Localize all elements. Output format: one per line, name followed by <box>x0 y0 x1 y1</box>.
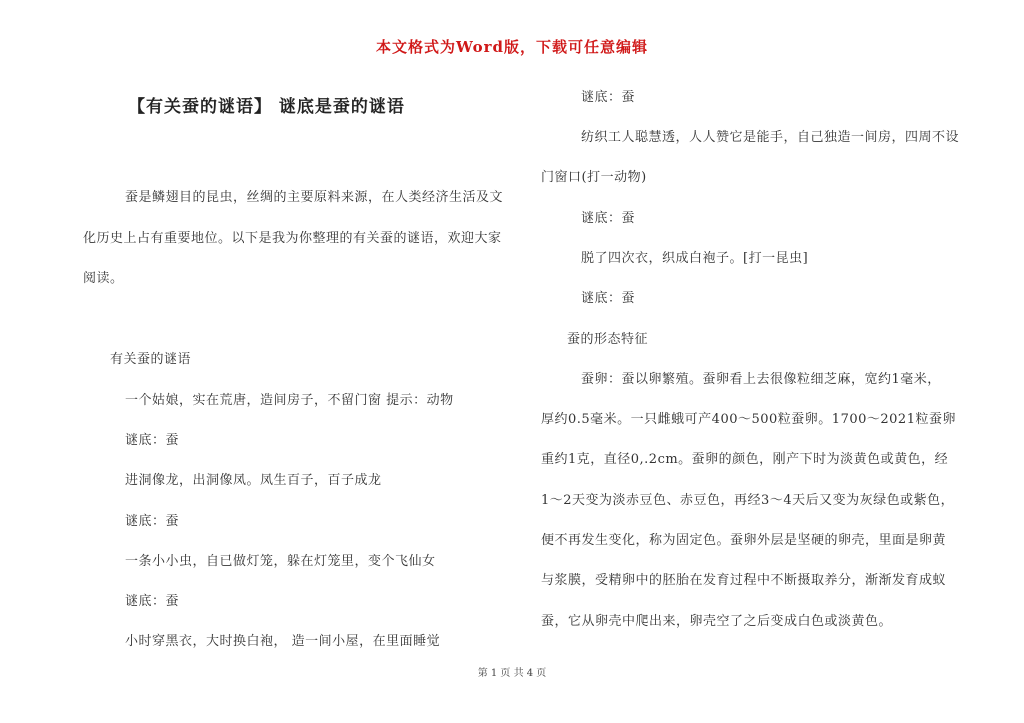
word-format-banner: 本文格式为Word版，下载可任意编辑 <box>375 38 649 56</box>
page-number: 第 1 页 共 4 页 <box>477 668 547 679</box>
morphology-line: 1～2天变为淡赤豆色、赤豆色，再经3～4天后又变为灰绿色或紫色， <box>541 493 955 508</box>
riddle-line: 进洞像龙，出洞像凤。凤生百子，百子成龙 <box>125 473 382 488</box>
intro-line-2: 化历史上占有重要地位。以下是我为你整理的有关蚕的谜语，欢迎大家 <box>83 231 502 246</box>
riddle-answer: 谜底：蚕 <box>581 90 636 105</box>
document-title: 【有关蚕的谜语】 谜底是蚕的谜语 <box>128 97 405 117</box>
morphology-line: 蚕，它从卵壳中爬出来，卵壳空了之后变成白色或淡黄色。 <box>541 614 893 629</box>
riddle-line: 一个姑娘，实在荒唐，造间房子，不留门窗 提示：动物 <box>125 393 454 408</box>
intro-line-1: 蚕是鳞翅目的昆虫，丝绸的主要原料来源，在人类经济生活及文 <box>125 190 504 205</box>
morphology-line: 便不再发生变化，称为固定色。蚕卵外层是坚硬的卵壳，里面是卵黄 <box>541 533 947 548</box>
riddle-answer: 谜底：蚕 <box>581 211 636 226</box>
riddle-line: 小时穿黑衣，大时换白袍， 造一间小屋，在里面睡觉 <box>125 634 441 649</box>
intro-line-3: 阅读。 <box>83 271 124 286</box>
riddle-line: 纺织工人聪慧透，人人赞它是能手，自己独造一间房，四周不设 <box>581 130 960 145</box>
riddle-answer: 谜底：蚕 <box>125 433 180 448</box>
riddle-answer: 谜底：蚕 <box>125 514 180 529</box>
morphology-line: 厚约0.5毫米。一只雌蛾可产400～500粒蚕卵。1700～2021粒蚕卵 <box>541 412 956 427</box>
morphology-heading: 蚕的形态特征 <box>567 332 649 347</box>
morphology-line: 与浆膜，受精卵中的胚胎在发育过程中不断摄取养分，渐渐发育成蚁 <box>541 573 947 588</box>
riddle-line: 脱了四次衣，织成白袍子。[打一昆虫] <box>581 251 809 266</box>
riddle-line: 一条小小虫，自已做灯笼，躲在灯笼里，变个飞仙女 <box>125 554 436 569</box>
riddles-heading: 有关蚕的谜语 <box>110 352 192 367</box>
morphology-line: 蚕卵：蚕以卵繁殖。蚕卵看上去很像粒细芝麻，宽约1毫米， <box>581 372 941 387</box>
riddle-answer: 谜底：蚕 <box>581 291 636 306</box>
riddle-line: 门窗口(打一动物) <box>541 170 647 185</box>
morphology-line: 重约1克，直径0,.2cm。蚕卵的颜色，刚产下时为淡黄色或黄色，经 <box>541 452 949 467</box>
riddle-answer: 谜底：蚕 <box>125 594 180 609</box>
